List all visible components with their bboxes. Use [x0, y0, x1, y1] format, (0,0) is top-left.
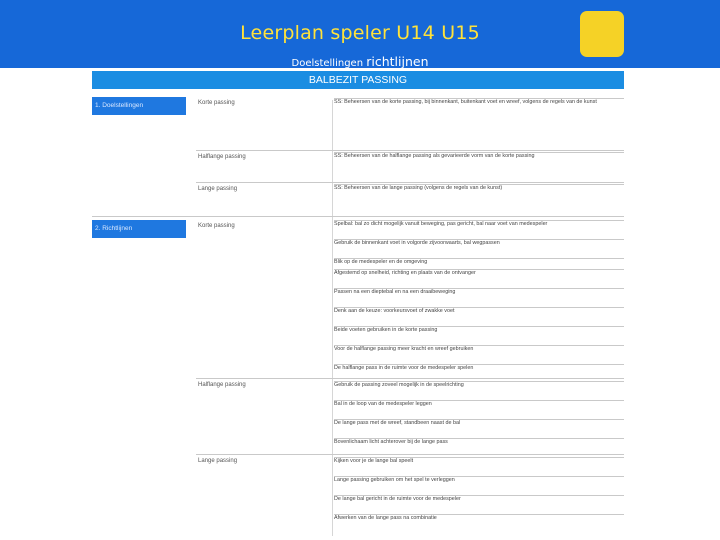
doc-row: Afwerken van de lange pass na combinatie — [334, 514, 624, 530]
document-table — [92, 94, 624, 540]
doc-row: SS: Beheersen van de lange passing (volgens de regels van de kunst) — [334, 184, 624, 200]
doc-row: Afgestemd op snelheid, richting en plaats van de ontvanger — [334, 269, 624, 285]
side-label-lange-passing-2: Lange passing — [198, 458, 238, 464]
doc-row: Beide voeten gebruiken in de korte passing — [334, 326, 624, 342]
doc-row: Bovenlichaam licht achterover bij de lange pass — [334, 438, 624, 447]
doc-row: De lange bal gericht in de ruimte voor de medespeler — [334, 495, 624, 511]
doc-row: Kijken voor je de lange bal speelt — [334, 457, 624, 473]
subtitle-part-2: richtlijnen — [366, 54, 429, 69]
doc-row: Gebruik de passing zoveel mogelijk in de speelrichting — [334, 381, 624, 397]
doc-row: Denk aan de keuze: voorkeursvoet of zwakke voet — [334, 307, 624, 323]
subtitle-part-1: Doelstellingen — [291, 58, 367, 69]
section-label-doelstellingen: 1. Doelstellingen — [92, 97, 186, 115]
slide-title: Leerplan speler U14 U15 — [240, 22, 480, 44]
row-divider — [196, 378, 624, 379]
side-label-korte-passing-2: Korte passing — [198, 223, 235, 229]
doc-row: Voor de halflange passing meer kracht en wreef gebruiken — [334, 345, 624, 361]
row-divider — [196, 150, 624, 151]
row-divider — [196, 182, 624, 183]
section-banner: BALBEZIT PASSING — [92, 71, 624, 89]
doc-row: SS: Beheersen van de korte passing, bij binnenkant, buitenkant voet en wreef, volgens de regels van de kunst — [334, 98, 624, 121]
side-label-lange-passing-1: Lange passing — [198, 186, 238, 192]
row-divider — [92, 216, 624, 217]
corner-accent-box — [580, 11, 624, 57]
doc-row: Lange passing gebruiken om het spel te verleggen — [334, 476, 624, 492]
doc-row: Blik op de medespeler en de omgeving — [334, 258, 624, 267]
side-label-halflange-passing-2: Halflange passing — [198, 382, 246, 388]
section-label-richtlijnen: 2. Richtlijnen — [92, 220, 186, 238]
column-divider — [332, 100, 333, 536]
doc-row: De halflange pass in de ruimte voor de medespeler spelen — [334, 364, 624, 373]
doc-row: Bal in de loop van de medespeler leggen — [334, 400, 624, 416]
side-label-korte-passing-1: Korte passing — [198, 100, 235, 106]
doc-row: Passen na een dieptebal en na een draaibeweging — [334, 288, 624, 304]
doc-row: De lange pass met de wreef, standbeen naast de bal — [334, 419, 624, 435]
doc-row: Gebruik de binnenkant voet in volgorde zijvoorwaarts, bal wegpassen — [334, 239, 624, 255]
doc-row: Spelbal: bal zo dicht mogelijk vanuit beweging, pas gericht, bal naar voet van medespeler — [334, 220, 624, 236]
side-label-halflange-passing-1: Halflange passing — [198, 154, 246, 160]
row-divider — [196, 454, 624, 455]
doc-row: SS: Beheersen van de halflange passing als gevarieerde vorm van de korte passing — [334, 152, 624, 168]
